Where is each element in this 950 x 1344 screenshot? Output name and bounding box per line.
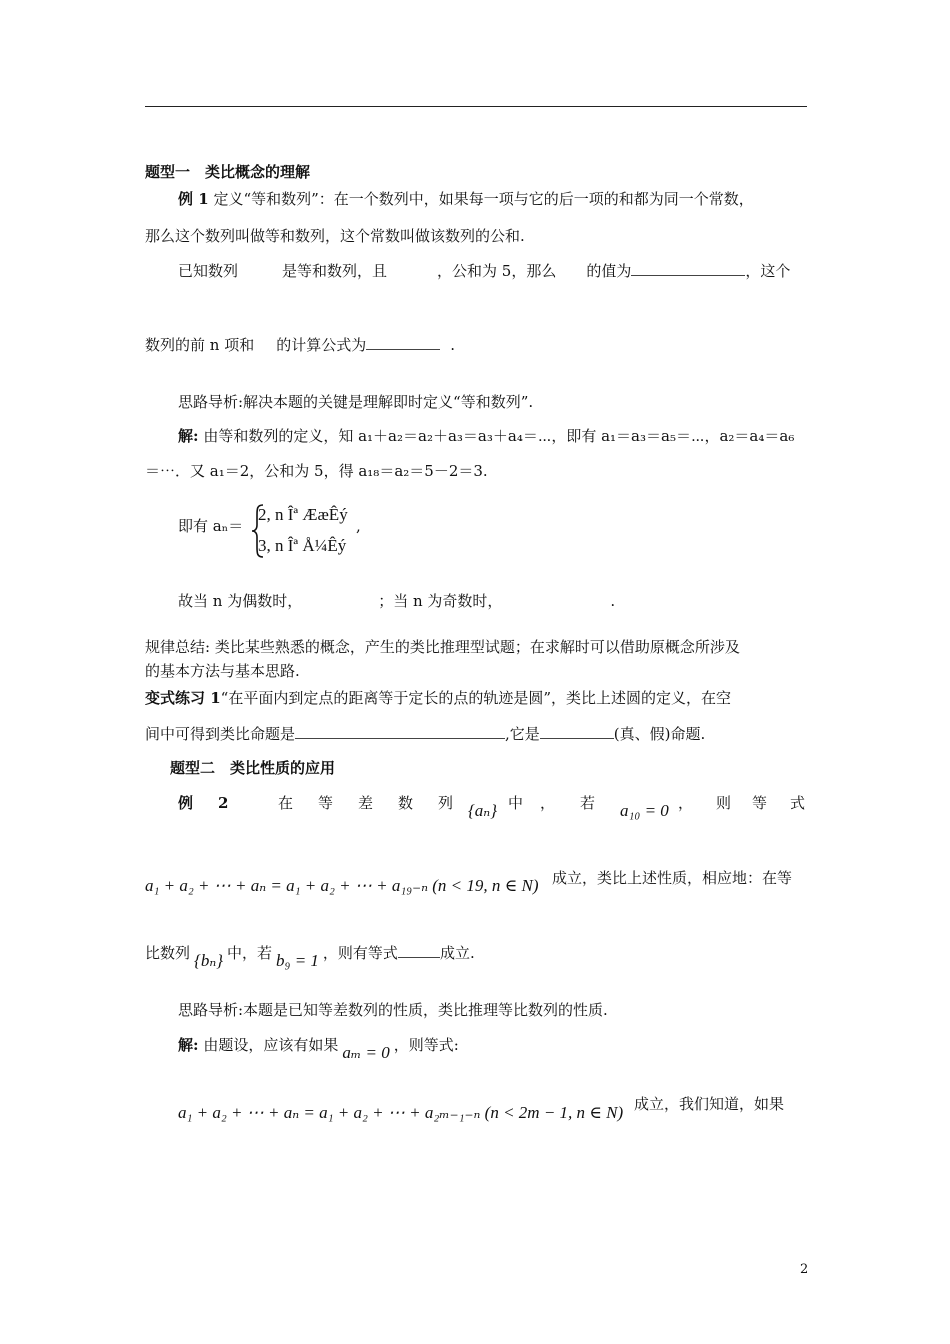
solution1-line1 [178, 426, 794, 446]
solution1-line2: ＝⋯．又 a₁＝2，公和为 5，得 a₁₈＝a₂＝5－2＝3. [145, 462, 488, 480]
variant1-text2c: (真、假)命题. [613, 725, 706, 743]
summary-line1: 规律总结: 类比某些熟悉的概念，产生的类比推理型试题；在求解时可以借助原概念所涉及 [145, 638, 740, 656]
analysis-2: 思路导析:本题是已知等差数列的性质，类比推理等比数列的性质. [178, 1001, 608, 1019]
conclusion-line [178, 591, 615, 611]
example2-after-formula: 成立，类比上述性质，相应地：在等 [552, 869, 793, 887]
example2-word-6: 中 [508, 794, 524, 812]
example1-text4b: 的计算公式为 [276, 336, 367, 354]
summary-line2: 的基本方法与基本思路. [145, 662, 300, 680]
section-title-2: 题型二 类比性质的应用 [170, 759, 336, 777]
solution1-label: 解: [178, 427, 199, 445]
variant1-line1 [145, 688, 731, 708]
header-rule [145, 106, 807, 107]
conclusion-end: . [610, 592, 616, 610]
variant1-line2 [145, 724, 705, 744]
example2-text3b: 中，若 [227, 944, 273, 962]
variant1-text2a: 间中可得到类比命题是 [145, 725, 296, 743]
solution1-text1: 由等和数列的定义，知 a₁＋a₂＝a₂＋a₃＝a₃＋a₄＝⋯，即有 a₁＝a₃＝a₅＝⋯，a₂＝a₄＝a₆ [203, 427, 795, 445]
example2-text3d: 成立. [439, 944, 475, 962]
example1-text3d: 的值为 [586, 262, 632, 280]
section-title-1: 题型一 类比概念的理解 [145, 163, 311, 181]
example1-text3b: 是等和数列，且 [282, 262, 388, 280]
solution2-after-formula: 成立，我们知道，如果 [634, 1095, 785, 1113]
example1-line2: 那么这个数列叫做等和数列，这个常数叫做该数列的公和. [145, 227, 525, 245]
solution2-line1 [178, 1035, 459, 1062]
example2-number: 2 [218, 794, 229, 812]
example1-text1: 定义“等和数列”：在一个数列中，如果每一项与它的后一项的和都为同一个常数， [213, 190, 754, 208]
piecewise-prefix: 即有 aₙ＝ [178, 517, 244, 535]
variant1-text2b: ,它是 [505, 725, 540, 743]
sequence-a-formula: {aₙ} [468, 801, 497, 820]
condition-a10: a₁₀ = 0 [620, 801, 669, 820]
example2-formula: a₁ + a₂ + ⋯ + aₙ = a₁ + a₂ + ⋯ + a₁₉₋ₙ (n < 19, n ∈ N) [145, 876, 539, 895]
page-number: 2 [800, 1262, 809, 1277]
example1-text4c: . [450, 336, 455, 354]
example2-word-9: ， [678, 794, 694, 812]
example2-word-12: 式 [790, 794, 806, 812]
conclusion-odd: ；当 n 为奇数时， [378, 592, 503, 610]
example2-word-8: 若 [580, 794, 596, 812]
example1-text3a: 已知数列 [178, 262, 239, 280]
answer-blank-3[interactable] [295, 724, 505, 739]
variant1-label: 变式练习 1 [145, 689, 221, 707]
variant1-text1: “在平面内到定点的距离等于定长的点的轨迹是圆”，类比上述圆的定义，在空 [220, 689, 732, 707]
example2-word-7: ， [540, 794, 556, 812]
example2-word-3: 差 [358, 794, 374, 812]
solution2-text1a: 由题设，应该有如果 [203, 1036, 339, 1054]
example2-word-4: 数 [398, 794, 414, 812]
sequence-b-formula: {bₙ} [194, 951, 224, 970]
piecewise-case-2: 3, n Îª Å¼Êý [258, 536, 347, 555]
example2-label: 例 [178, 794, 194, 812]
example2-word-5: 列 [438, 794, 454, 812]
condition-b9: b₉ = 1 [276, 951, 319, 970]
example1-text3c: ，公和为 5，那么 [437, 262, 557, 280]
example1-line1 [178, 189, 754, 209]
piecewise-suffix: , [356, 517, 361, 535]
piecewise-case-1: 2, n Îª ÆæÊý [258, 505, 348, 524]
answer-blank-1[interactable] [631, 261, 745, 276]
example2-text3c: ，则有等式 [322, 944, 398, 962]
conclusion-even: 故当 n 为偶数时， [178, 592, 303, 610]
analysis-1: 思路导析:解决本题的关键是理解即时定义“等和数列”. [178, 393, 534, 411]
example1-label: 例 1 [178, 190, 209, 208]
example1-text3e: ，这个 [745, 262, 791, 280]
example1-line4 [145, 335, 455, 355]
condition-am: aₘ = 0 [342, 1043, 390, 1062]
example2-word-10: 则 [716, 794, 732, 812]
solution2-label: 解: [178, 1036, 199, 1054]
solution2-formula: a₁ + a₂ + ⋯ + aₙ = a₁ + a₂ + ⋯ + a₂ₘ₋₁₋ₙ (n < 2m − 1, n ∈ N) [178, 1103, 624, 1122]
example2-line3 [145, 943, 475, 970]
example1-text4a: 数列的前 n 项和 [145, 336, 255, 354]
solution2-text1b: ，则等式: [393, 1036, 459, 1054]
answer-blank-4[interactable] [540, 724, 614, 739]
example2-word-11: 等 [752, 794, 768, 812]
example2-word-1: 在 [278, 794, 294, 812]
example2-word-2: 等 [318, 794, 334, 812]
answer-blank-2[interactable] [366, 335, 440, 350]
answer-blank-5[interactable] [398, 943, 440, 958]
example1-line3 [178, 261, 790, 281]
example2-text3a: 比数列 [145, 944, 191, 962]
